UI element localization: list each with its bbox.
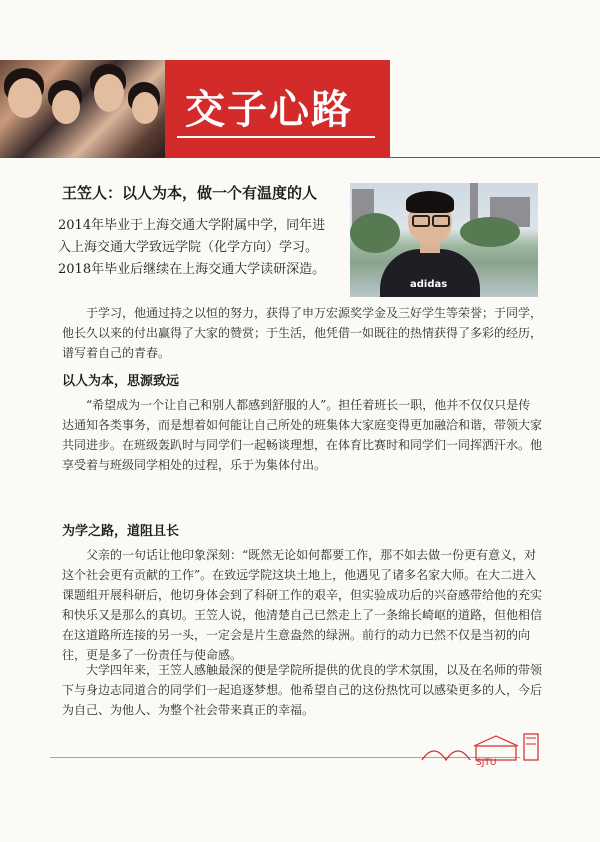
section-heading-1: 以人为本，思源致远 [62, 374, 180, 389]
profile-heading: 王笠人：以人为本，做一个有温度的人 [62, 184, 318, 202]
title-banner [165, 60, 390, 158]
banner-underline [177, 136, 375, 138]
header-crowd-photo [0, 60, 165, 158]
paragraph-1: 于学习，他通过持之以恒的努力，获得了申万宏源奖学金及三好学生等荣誉；于同学，他长久以来的付出赢得了大家的赞赏；于生活，他凭借一如既往的热情获得了多彩的经历，谱写着自己的青春。 [62, 306, 543, 360]
paragraph-3: 父亲的一句话让他印象深刻：“既然无论如何都要工作，那不如去做一份更有意义，对这个社会更有贡献的工作”。在致远学院这块土地上，他遇见了诸多名家大师。在大二进入课题组开展科研后，他切身体会到了科研工作的艰辛，但实验成功后的兴奋感带给他的充实和快乐又是那么的真切。王笠人说，他清楚自己已然走上了一条绵长崎岖的道路，但他相信在这道路所连接的另一头，一定会是片生意盎然的绿洲。前行的动力已然不仅是当初的向往，更是多了一份责任与使命感。 [62, 548, 543, 662]
top-divider [390, 157, 600, 158]
paragraph-2: “希望成为一个让自己和别人都感到舒服的人”。担任着班长一职，他并不仅仅只是传达通知各类事务，而是想着如何能让自己所处的班集体大家庭变得更加融洽和谐，带领大家共同进步。在班级轰趴时与同学们一起畅谈理想，在体育比赛时和同学们一同挥洒汗水。他享受着与班级同学相处的过程，乐于为集体付出。 [62, 398, 543, 472]
footer-mark: SJTU [476, 758, 497, 768]
profile-intro: 2014年毕业于上海交通大学附属中学，同年进入上海交通大学致远学院（化学方向）学习。2018年毕业后继续在上海交通大学读研深造。 [58, 218, 326, 277]
shirt-logo: adidas [410, 279, 448, 290]
banner-title: 交子心路 [185, 86, 353, 133]
paragraph-4: 大学四年来，王笠人感触最深的便是学院所提供的优良的学术氛围，以及在名师的带领下与身边志同道合的同学们一起追逐梦想。他希望自己的这份热忱可以感染更多的人，今后为自己、为他人、为整个社会带来真正的幸福。 [62, 663, 543, 717]
profile-photo [350, 183, 538, 297]
section-heading-2: 为学之路，道阻且长 [62, 524, 180, 539]
